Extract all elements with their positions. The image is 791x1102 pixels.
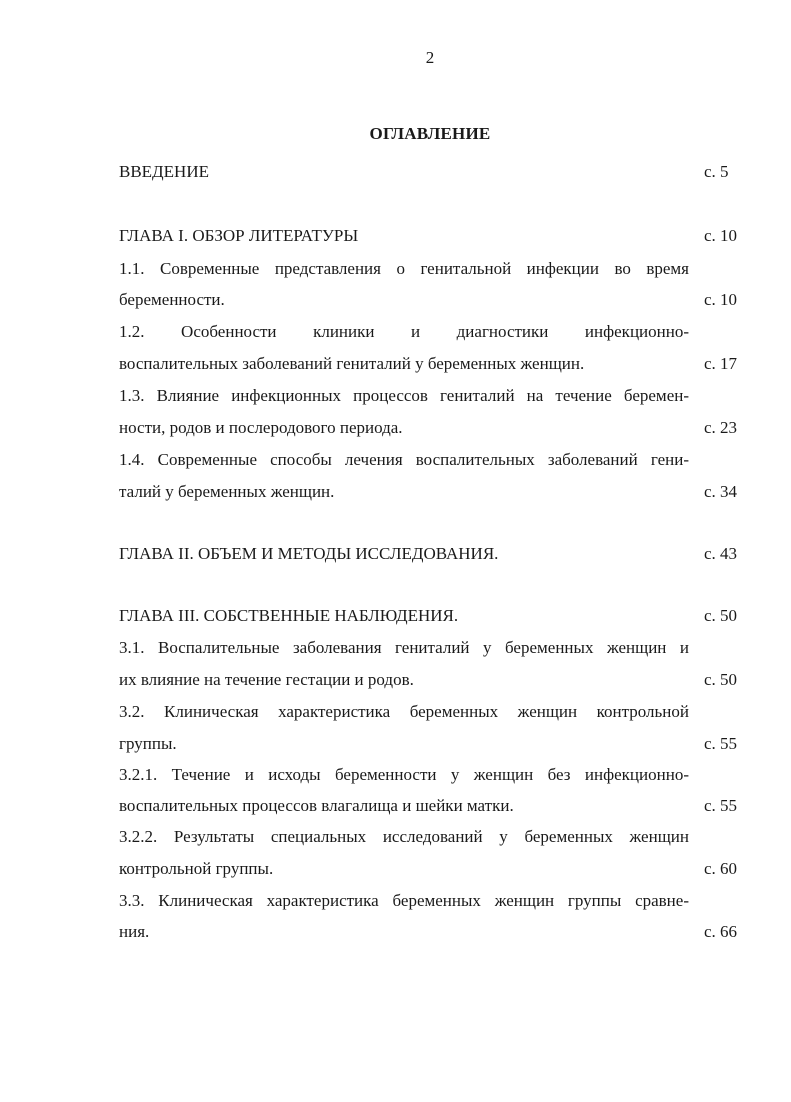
toc-entry-ch3-title: ГЛАВА III. СОБСТВЕННЫЕ НАБЛЮДЕНИЯ.	[119, 606, 459, 625]
toc-entry-ch1-title: ГЛАВА I. ОБЗОР ЛИТЕРАТУРЫ	[119, 226, 359, 245]
toc-entry-3-2-1-line1: 3.2.1. Течение и исходы беременности у женщин без инфекционно-	[119, 765, 689, 784]
toc-entry-1-4-line1: 1.4. Современные способы лечения воспалительных заболеваний гени-	[119, 450, 689, 469]
toc-entry-1-3-line1: 1.3. Влияние инфекционных процессов гениталий на течение беремен-	[119, 386, 689, 405]
toc-entry-ch3-page: с. 50	[704, 606, 738, 625]
toc-entry-3-2-line2: группы.	[119, 734, 177, 753]
toc-entry-3-2-line1: 3.2. Клиническая характеристика беременных женщин контрольной	[119, 702, 689, 721]
toc-entry-ch2-title: ГЛАВА II. ОБЪЕМ И МЕТОДЫ ИССЛЕДОВАНИЯ.	[119, 544, 499, 563]
toc-entry-intro-title: ВВЕДЕНИЕ	[119, 162, 209, 181]
toc-entry-3-2-2-page: с. 60	[704, 859, 738, 878]
toc-entry-ch2-page: с. 43	[704, 544, 738, 563]
toc-entry-1-3-line2: ности, родов и послеродового периода.	[119, 418, 403, 437]
toc-entry-1-4-page: с. 34	[704, 482, 738, 501]
toc-entry-3-2-page: с. 55	[704, 734, 738, 753]
toc-entry-3-2-1-page: с. 55	[704, 796, 738, 815]
toc-entry-ch1-page: с. 10	[704, 226, 738, 245]
toc-entry-3-1-page: с. 50	[704, 670, 738, 689]
page-number: 2	[425, 48, 435, 67]
toc-entry-3-3-line2: ния.	[119, 922, 150, 941]
toc-entry-1-2-line2: воспалительных заболеваний гениталий у беременных женщин.	[119, 354, 585, 373]
toc-entry-intro-page: с. 5	[704, 162, 729, 181]
toc-entry-3-3-line1: 3.3. Клиническая характеристика беременных женщин группы сравне-	[119, 891, 689, 910]
toc-entry-3-1-line2: их влияние на течение гестации и родов.	[119, 670, 414, 689]
toc-entry-1-3-page: с. 23	[704, 418, 738, 437]
toc-entry-3-3-page: с. 66	[704, 922, 738, 941]
toc-entry-1-1-line2: беременности.	[119, 290, 225, 309]
toc-entry-1-1-line1: 1.1. Современные представления о генитальной инфекции во время	[119, 259, 689, 278]
toc-entry-3-1-line1: 3.1. Воспалительные заболевания гениталий у беременных женщин и	[119, 638, 689, 657]
toc-entry-1-2-line1: 1.2. Особенности клиники и диагностики инфекционно-	[119, 322, 689, 341]
toc-entry-1-1-page: с. 10	[704, 290, 738, 309]
toc-entry-1-2-page: с. 17	[704, 354, 738, 373]
toc-title: ОГЛАВЛЕНИЕ	[369, 124, 491, 143]
toc-entry-3-2-1-line2: воспалительных процессов влагалища и шейки матки.	[119, 796, 514, 815]
toc-entry-1-4-line2: талий у беременных женщин.	[119, 482, 335, 501]
toc-entry-3-2-2-line2: контрольной группы.	[119, 859, 274, 878]
toc-entry-3-2-2-line1: 3.2.2. Результаты специальных исследований у беременных женщин	[119, 827, 689, 846]
